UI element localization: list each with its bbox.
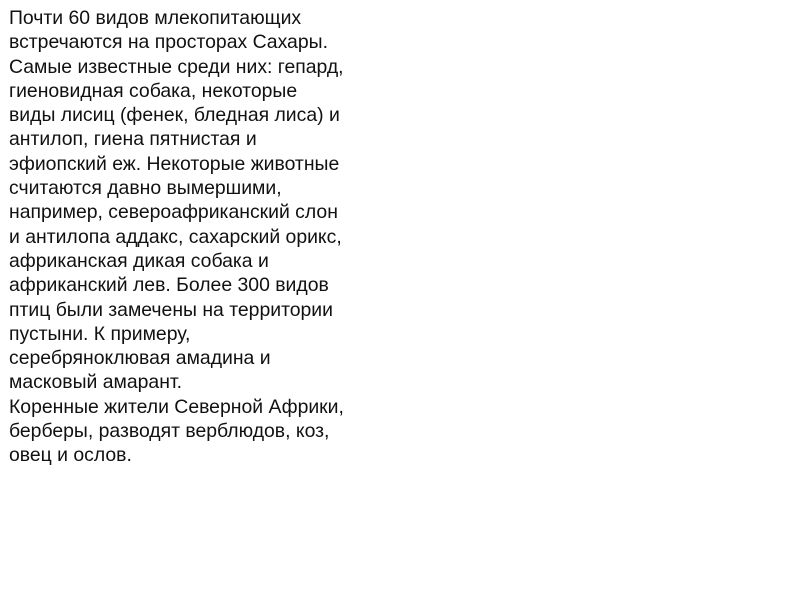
- text-line: масковый амарант.: [9, 371, 183, 394]
- text-line: африканская дикая собака и: [9, 249, 269, 272]
- text-line: гиеновидная собака, некоторые: [9, 79, 298, 102]
- text-line: эфиопский еж. Некоторые животные: [9, 152, 340, 175]
- text-line: встречаются на просторах Сахары.: [9, 31, 328, 54]
- text-line: серебряноклювая амадина и: [9, 347, 271, 370]
- text-line: виды лисиц (фенек, бледная лиса) и: [9, 104, 340, 127]
- text-line: овец и ослов.: [9, 444, 132, 467]
- paragraph-mammals-birds: [9, 6, 401, 395]
- text-line: африканский лев. Более 300 видов: [9, 274, 329, 297]
- text-line: Коренные жители Северной Африки,: [9, 395, 344, 418]
- text-line: пустыни. К примеру,: [9, 322, 191, 345]
- paragraph-berbers: [9, 395, 401, 468]
- text-line: Почти 60 видов млекопитающих: [9, 7, 302, 29]
- text-line: птиц были замечены на территории: [9, 298, 333, 321]
- text-line: Самые известные среди них: гепард,: [9, 55, 344, 78]
- text-block: [9, 6, 401, 468]
- text-line: берберы, разводят верблюдов, коз,: [9, 420, 330, 443]
- text-line: например, североафриканский слон: [9, 201, 338, 224]
- text-line: считаются давно вымершими,: [9, 177, 282, 200]
- text-line: антилоп, гиена пятнистая и: [9, 128, 257, 151]
- text-line: и антилопа аддакс, сахарский орикс,: [9, 225, 342, 248]
